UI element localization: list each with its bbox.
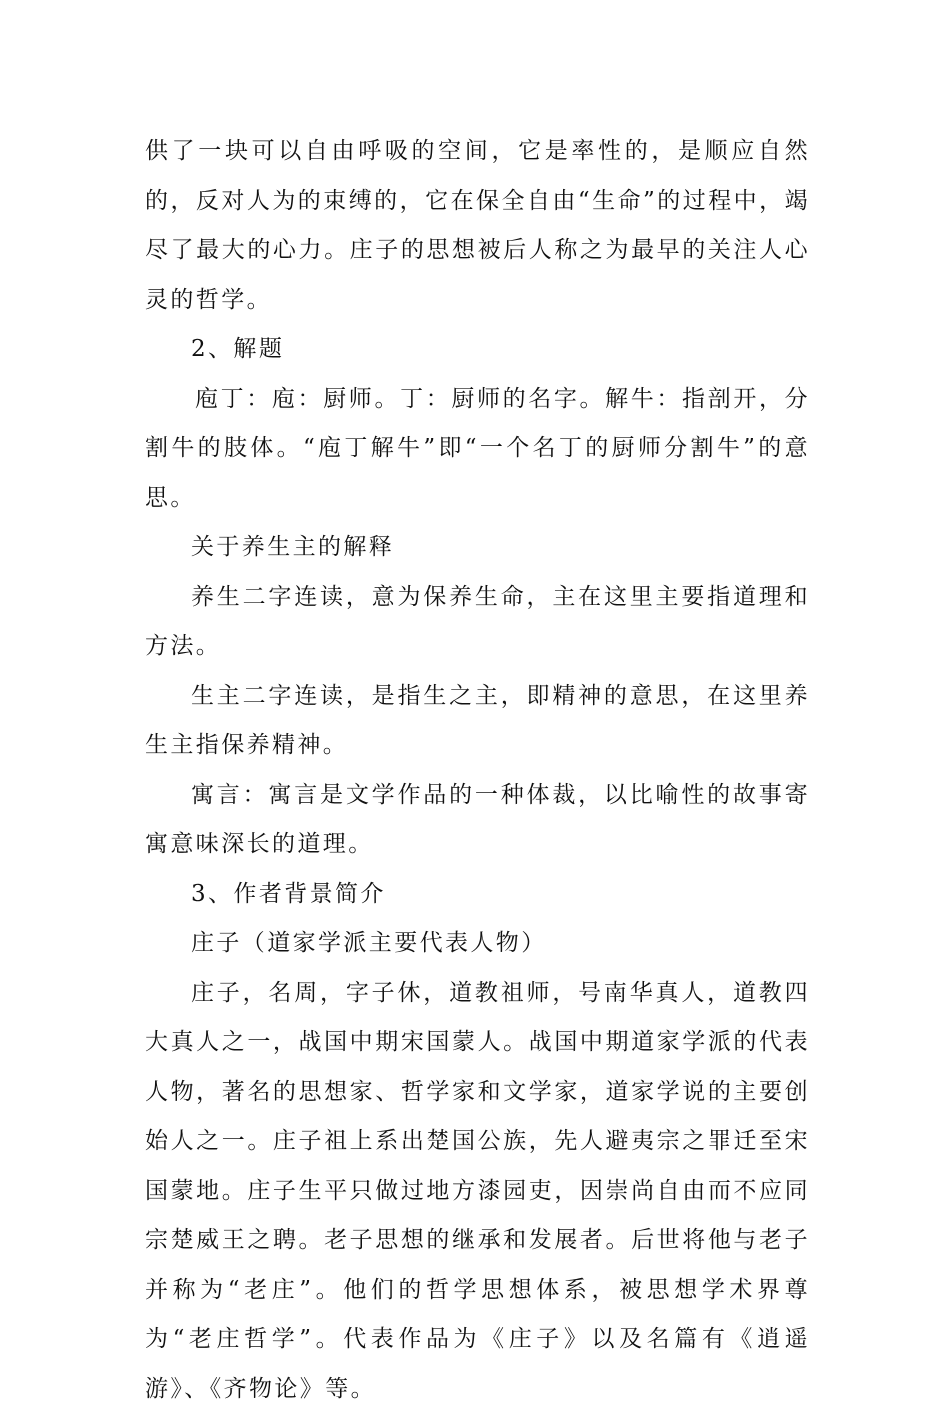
document-body — [145, 127, 810, 1414]
subheading-yangshengzhu-explanation: 关于养生主的解释 — [145, 523, 810, 573]
paragraph-zhuangzi-biography: 庄子，名周，字子休，道教祖师，号南华真人，道教四大真人之一，战国中期宋国蒙人。战国中期道家学派的代表人物，著名的思想家、哲学家和文学家，道家学说的主要创始人之一。庄子祖上系出楚国公族，先人避夷宗之罪迁至宋国蒙地。庄子生平只做过地方漆园吏，因崇尚自由而不应同宗楚威王之聘。老子思想的继承和发展者。后世将他与老子并称为“老庄”。他们的哲学思想体系，被思想学术界尊为“老庄哲学”。代表作品为《庄子》以及名篇有《逍遥游》、《齐物论》等。 — [145, 969, 810, 1414]
paragraph-shengzhu-meaning: 生主二字连读，是指生之主，即精神的意思，在这里养生主指保养精神。 — [145, 672, 810, 771]
paragraph-fable-definition: 寓言：寓言是文学作品的一种体裁，以比喻性的故事寄寓意味深长的道理。 — [145, 771, 810, 870]
section-heading-title-explanation: 2、解题 — [145, 325, 810, 375]
subheading-zhuangzi: 庄子（道家学派主要代表人物） — [145, 919, 810, 969]
paragraph-zhuangzi-philosophy-continued: 供了一块可以自由呼吸的空间，它是率性的，是顺应自然的，反对人为的束缚的，它在保全自由“生命”的过程中，竭尽了最大的心力。庄子的思想被后人称之为最早的关注人心灵的哲学。 — [145, 127, 810, 325]
paragraph-paoding-definition: 庖丁：庖：厨师。丁：厨师的名字。解牛：指剖开，分割牛的肢体。“庖丁解牛”即“一个名丁的厨师分割牛”的意思。 — [145, 375, 810, 524]
section-heading-author-background: 3、作者背景简介 — [145, 870, 810, 920]
paragraph-yangsheng-meaning: 养生二字连读，意为保养生命，主在这里主要指道理和方法。 — [145, 573, 810, 672]
